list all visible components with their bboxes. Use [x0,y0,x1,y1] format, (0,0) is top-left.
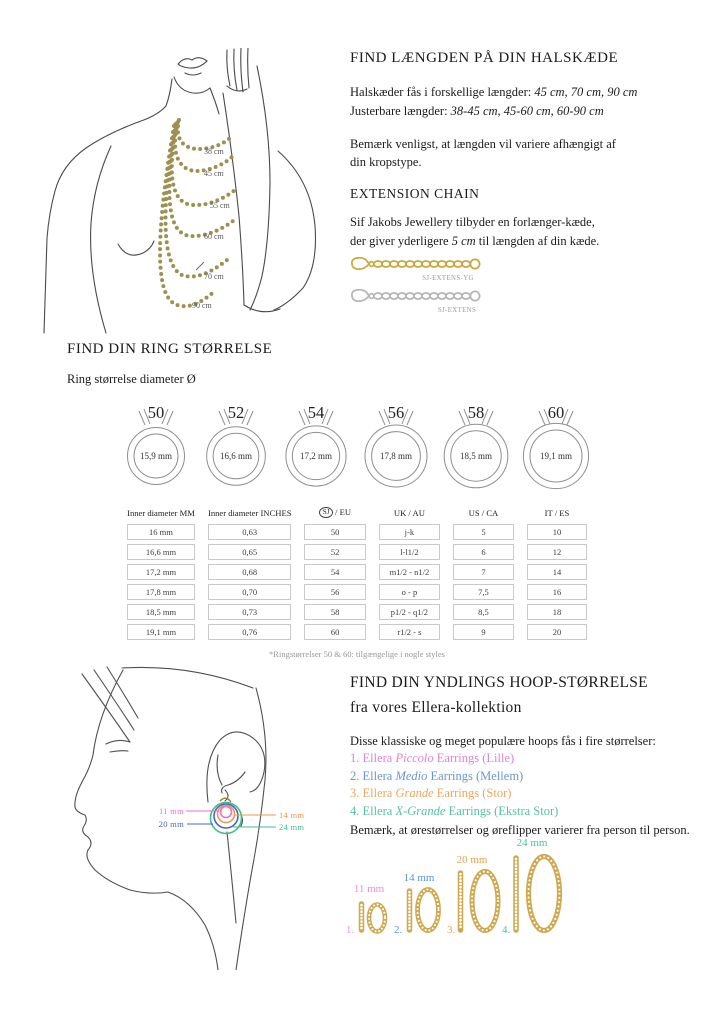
ring-size-number: 58 [467,403,485,422]
table-row [127,624,587,640]
hoop-product-14mm [394,872,439,936]
ring-diagram-56 [356,398,436,496]
product-size-label: 14 mm [403,872,435,884]
hoop-product-20mm [447,854,498,936]
product-size-label: 24 mm [516,837,548,849]
cell: 19,1 mm [127,624,195,640]
length-label: 60 cm [204,232,224,241]
product-size-label: 20 mm [456,854,488,866]
sj-logo-icon: SJ [319,507,333,518]
cell: 12 [527,544,587,560]
ring-size-number: 60 [547,403,565,422]
ring-diagram-60 [516,398,596,496]
hoop-product-11mm [346,883,385,936]
gold-chain-sku: SJ-EXTENS-YG [422,275,474,282]
item-pre: Ellera [359,751,396,766]
item-post: Earrings (Stor) [433,786,512,801]
cell: 14 [527,564,587,580]
closed-eye [106,740,130,744]
col-header-mm: Inner diameter MM [127,507,195,518]
cell: 7 [453,564,514,580]
label-20mm: 20 mm [158,819,184,829]
cell: 10 [527,524,587,540]
hoop-intro: Disse klassiske og meget populære hoops fås i fire størrelser: [350,734,656,749]
ring-diagram-54 [276,398,356,496]
item-pre: Ellera [359,803,396,818]
ring-table-footnote: *Ringstørrelser 50 & 60: tilgængelige i nogle styles [269,649,445,659]
cell: o - p [379,584,440,600]
ring-diameter: 16,6 mm [219,451,253,461]
item-post: Earrings (Lille) [433,751,515,766]
ring-section-subtitle: Ring størrelse diameter Ø [67,372,196,386]
item-pre: Ellera [359,786,396,801]
item-style-name: Grande [395,786,434,801]
necklace-lengths-text [350,83,650,121]
product-number: 4. [502,924,511,936]
hoop-size-circles [211,803,242,834]
adjustable-values: 38-45 cm, 45-60 cm, 60-90 cm [450,103,604,118]
item-number: 3. [350,786,360,801]
cell: 50 [304,524,365,540]
item-style-name: Medio [395,768,428,783]
table-row [127,524,587,540]
col-header-us-ca: US / CA [468,507,499,518]
product-number: 2. [394,924,403,936]
hoop-item-x-grande [350,804,710,819]
cell: 0,73 [208,604,292,620]
item-pre: Ellera [359,768,396,783]
ring-diagram-50 [116,398,196,496]
lobster-clasp-icon [352,258,369,269]
ring-diagram-58 [436,398,516,496]
face-profile [75,670,218,970]
ring-diameter: 18,5 mm [459,451,493,461]
head-top [122,667,253,688]
hoop-product-24mm [502,837,560,936]
item-number: 2. [350,768,360,783]
length-label: 38 cm [204,147,224,156]
cell: 18,5 mm [127,604,195,620]
table-row [127,604,587,620]
hoop-item-grande [350,786,710,801]
ring-diagram-52 [196,398,276,496]
item-post: Earrings (Mellem) [427,768,524,783]
cell: 56 [304,584,365,600]
length-label: 45 cm [204,169,224,178]
necklace-note: Bemærk venligst, at længden vil variere afhængigt af din kropstype. [350,136,616,170]
lobster-clasp-icon [352,290,369,301]
col-header-inches: Inner diameter INCHES [207,507,292,518]
extension-line2-post: til længden af din kæde. [475,233,600,248]
ring-section-title: FIND DIN RING STØRRELSE [67,341,273,357]
cell: 20 [527,624,587,640]
ring-diameter: 19,1 mm [539,451,573,461]
cell: 16 mm [127,524,195,540]
extension-chain-section [350,186,660,251]
hoop-item-medio [350,769,710,784]
ring-size-table [114,503,600,644]
ring-diameter: 17,2 mm [299,451,333,461]
extension-line1: Sif Jakobs Jewellery tilbyder en forlænger-kæde, [350,215,595,229]
extension-chain-title: EXTENSION CHAIN [350,186,480,201]
product-size-label: 11 mm [353,883,385,895]
label-24mm: 24 mm [279,822,305,832]
cell: 16,6 mm [127,544,195,560]
ring-size-diagrams [116,398,596,496]
cell: 17,2 mm [127,564,195,580]
lengths-values: 45 cm, 70 cm, 90 cm [534,85,638,99]
label-14mm: 14 mm [279,810,305,820]
table-row [127,584,587,600]
extension-line2-pre: der giver yderligere [350,233,452,248]
ring-size-number: 50 [147,403,165,422]
cell: 52 [304,544,365,560]
silver-chain-sku: SJ-EXTENS [437,307,477,314]
product-number: 1. [346,924,355,936]
gold-extension-chain [352,258,480,269]
jump-ring-icon [470,291,479,300]
col-header-uk-au: UK / AU [393,507,425,518]
hair-strand [82,674,130,742]
hoop-note: Bemærk, at ørestørrelser og øreflipper varierer fra person til person. [350,822,690,837]
neck-back [236,688,266,970]
hoop-title-line1: FIND DIN YNDLINGS HOOP-STØRRELSE [350,674,648,691]
item-style-name: Piccolo [395,751,434,766]
item-number: 4. [350,803,360,818]
length-label: 70 cm [204,272,224,281]
extension-line2-value: 5 cm [451,233,476,248]
lengths-label: Halskæder fås i forskellige længder: [350,85,535,99]
cell: m1/2 - n1/2 [379,564,440,580]
cell: p1/2 - q1/2 [379,604,440,620]
cell: 0,65 [208,544,292,560]
ear-outline [207,732,265,802]
cell: 5 [453,524,514,540]
item-style-name: X-Grande [395,803,446,818]
length-label: 55 cm [210,201,230,210]
cell: 6 [453,544,514,560]
necklace-section-title: FIND LÆNGDEN PÅ DIN HALSKÆDE [350,50,619,66]
hand-fingers [227,50,230,86]
hoop-ear-figure [60,660,320,970]
cell: 54 [304,564,365,580]
extension-chain-images [350,250,520,322]
cell: 0,63 [208,524,292,540]
length-label: 90 cm [192,301,212,310]
silver-extension-chain [352,290,480,301]
ring-size-number: 52 [227,403,245,422]
necklace-length-figure [28,48,340,338]
hoop-size-section [350,670,710,838]
ring-diameter: 17,8 mm [379,451,413,461]
lips-outline [178,58,207,68]
cell: 58 [304,604,365,620]
cell: r1/2 - s [379,624,440,640]
cell: 18 [527,604,587,620]
cell: 60 [304,624,365,640]
item-number: 1. [350,751,360,766]
extension-chain-text [350,213,660,251]
cell: 8,5 [453,604,514,620]
jump-ring-icon [470,259,479,268]
hoop-title-line2: fra vores Ellera-kollektion [350,699,522,717]
woman-outline [44,48,316,333]
ring-size-number: 56 [387,403,405,422]
cell: 0,70 [208,584,292,600]
table-header-row [127,507,587,520]
ring-diameter: 15,9 mm [139,451,173,461]
cell: 9 [453,624,514,640]
hoop-item-piccolo [350,751,710,766]
chain-38cm [178,120,232,149]
chain-70cm-pointer [196,262,204,270]
cell: 0,68 [208,564,292,580]
label-11mm: 11 mm [158,806,184,816]
table-row [127,564,587,580]
col-header-it-es: IT / ES [544,507,570,518]
col-header-sj-eu [304,507,365,520]
ring-size-table-section [114,503,600,659]
cell: 0,76 [208,624,292,640]
product-number: 3. [447,924,456,936]
hoop-product-images [330,832,590,962]
cell: l-l1/2 [379,544,440,560]
cell: j-k [379,524,440,540]
hoop-circle-11mm [221,807,232,818]
col-header-eu: / EU [335,507,352,517]
item-post: Earrings (Ekstra Stor) [445,803,559,818]
adjustable-label: Justerbare længder: [350,103,451,118]
cell: 7,5 [453,584,514,600]
necklace-length-section [350,50,650,172]
table-row [127,544,587,560]
ring-size-number: 54 [307,403,325,422]
cell: 17,8 mm [127,584,195,600]
hoop-section-title [350,670,710,720]
cell: 16 [527,584,587,600]
